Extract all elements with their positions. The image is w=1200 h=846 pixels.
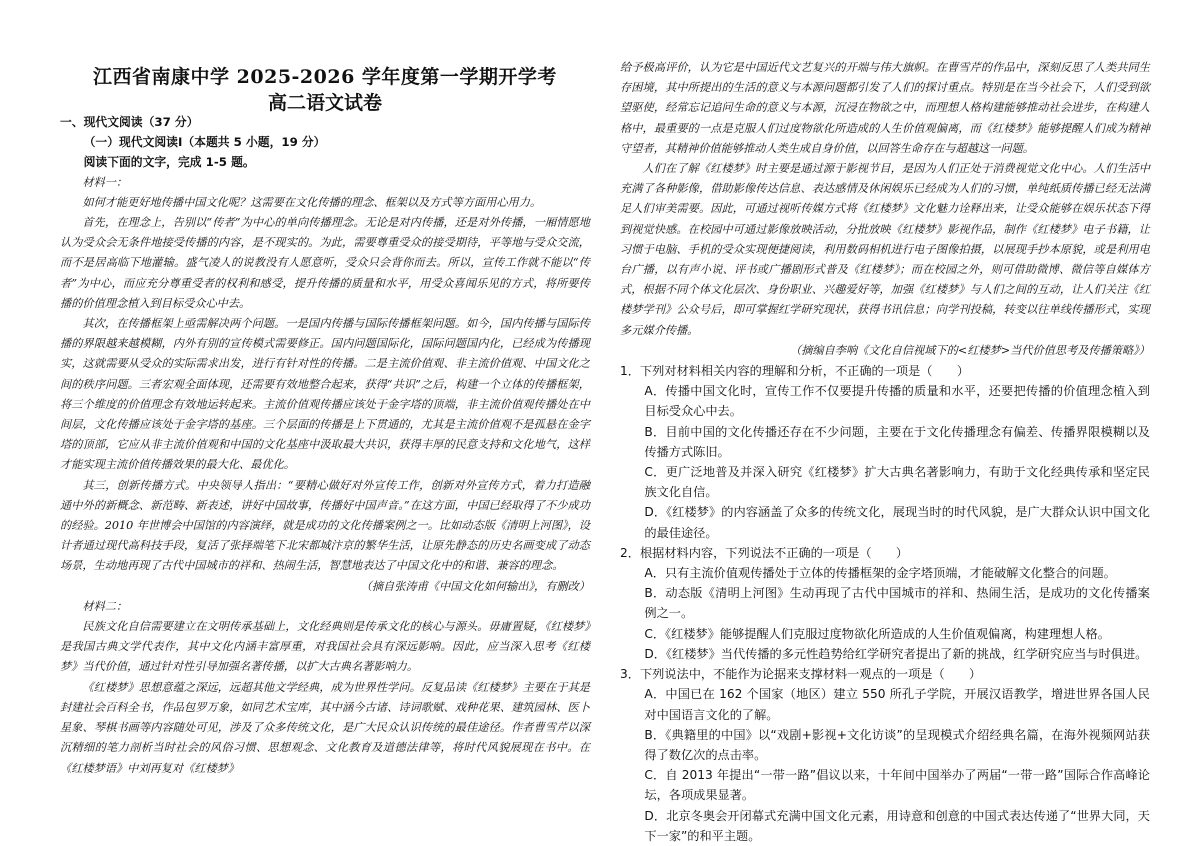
answer-option-d: D．《红楼梦》当代传播的多元性趋势给红学研究者提出了新的挑战，红学研究应当与时俱进。 [644,646,1148,661]
material1-paragraph: 其三，创新传播方式。中央领导人指出：“要精心做好对外宣传工作，创新对外宣传方式，着力打造融通中外的新概念、新范畴、新表述，讲好中国故事，传播好中国声音。”在这方面，中国已经取得了不少成功的经验。2010 年世博会中国馆的内容演绎，就是成功的文化传播案例之一。比如动态版《清明上河图》，设计者通过现代高科技手段，复活了张择端笔下北宋都城汴京的繁华生活，让原先静态的历史名画变成了动态场景，生动地再现了古代中国城市的祥和、热闹生活，智慧地表达了中国文化中的和谐、兼容的理念。 [60,478,590,573]
section-heading: 一、现代文阅读（37 分） [60,115,199,129]
answer-option-a: A．只有主流价值观传播处于立体的传播框架的金字塔顶端，才能破解文化整合的问题。 [644,566,1116,581]
material2-paragraph: 给予极高评价，认为它是中国近代文艺复兴的开端与伟大旗帜。在曹雪芹的作品中，深刻反思了人类共同生存困境，其中所提出的生活的意义与本源问题都引发了人们的探讨重点。特别是在当今社会下，人们受到欲望驱使，经常忘记追问生命的意义与本源，沉浸在物欲之中，而理想人格构建能够推动社会进步，在构建人格中，最重要的一点是克服人们过度物欲化所造成的人生价值观偏离，而《红楼梦》能够提醒人们成为精神守望者，其精神价值能够推动人类生成自身价值，以回答生命存在与超越这一问题。 [620,61,1150,155]
material1-paragraph: 首先，在理念上，告别以“传者”为中心的单向传播理念。无论是对内传播，还是对外传播，一厢情愿地认为受众会无条件地接受传播的内容，是不现实的。为此，需要尊重受众的接受期待，平等地与受众交流，而不是居高临下地灌输。盛气凌人的说教没有人愿意听，受众只会背你而去。所以，宣传工作就不能以“传者”为中心，而应充分尊重受者的权利和感受，提升传播的质量和水平，用受众喜闻乐见的方式，将所要传播的价值理念植入到目标受众心中去。 [60,216,590,310]
question-stem: 3．下列说法中，不能作为论据来支撑材料一观点的一项是（ ） [620,667,982,682]
material1-paragraph: 其次，在传播框架上亟需解决两个问题。一是国内传播与国际传播框架问题。如今，国内传播与国际传播的界限越来越模糊，内外有别的宣传模式需要修正。国内问题国际化，国际问题国内化，已经成为传播现实，这就需要从受众的实际需求出发，进行有针对性的传播。二是主流价值观、非主流价值观、中国文化之间的秩序问题。三者宏观全面体现，还需要有效地整合起来，获得“共识”之后，构建一个立体的传播框架，将三个维度的价值理念有效地运转起来。主流价值观传播应该处于金字塔的顶端，非主流价值观传播处在中间层，文化传播应该处于金字塔的基座。三个层面的传播是上下贯通的，尤其是主流价值观不是孤悬在金字塔的顶部，它应从非主流价值观和中国的文化基座中汲取最大共识，获得丰厚的民意支持和文化地气，这样才能实现主流价值传播效果的最大化、最优化。 [60,317,590,472]
reading-instruction: 阅读下面的文字，完成 1-5 题。 [83,155,255,170]
answer-option-c: C．《红楼梦》能够提醒人们克服过度物欲化所造成的人生价值观偏离，构建理想人格。 [644,626,1110,641]
right-body [620,58,1150,846]
material1-source: （摘自张涛甫《中国文化如何输出》，有删改） [360,579,590,593]
answer-option-b: B．目前中国的文化传播还存在不少问题，主要在于文化传播理念有偏差、传播界限模糊以及传播方式陈旧。 [644,424,1150,459]
exam-title-line1: 江西省南康中学 2025-2026 学年度第一学期开学考 [93,66,557,88]
answer-option-d: D．北京冬奥会开闭幕式充满中国文化元素，用诗意和创意的中国式表达传递了“世界大同，天下一家”的和平主题。 [644,808,1150,843]
material2-paragraph: 民族文化自信需要建立在文明传承基础上，文化经典则是传承文化的核心与源头。毋庸置疑，《红楼梦》是我国古典文学代表作，其中文化内涵丰富厚重，对我国社会具有深远影响。因此，应当深入思考《红楼梦》当代价值，通过针对性引导加强名著传播，以扩大古典名著影响力。 [60,620,590,674]
material1-label: 材料一： [82,175,128,189]
answer-option-a: A．传播中国文化时，宣传工作不仅要提升传播的质量和水平，还要把传播的价值理念植入到目标受众心中去。 [644,384,1150,419]
answer-option-b: B．动态版《清明上河图》生动再现了古代中国城市的祥和、热闹生活，是成功的文化传播案例之一。 [644,586,1150,621]
answer-option-c: C．自 2013 年提出“一带一路”倡议以来，十年间中国举办了两届“一带一路”国际合作高峰论坛，各项成果显著。 [644,768,1150,803]
material2-paragraph: 人们在了解《红楼梦》时主要是通过源于影视节目，是因为人们正处于消费视觉文化中心。人们生活中充满了各种影像，借助影像传达信息、表达感情及休闲娱乐已经成为人们的习惯，单纯纸质传播已经无法满足人们审美需要。因此，可通过视听传媒方式将《红楼梦》文化魅力诠释出来，让受众能够在娱乐状态下得到视觉快感。在校园中可通过影像放映活动，分批放映《红楼梦》影视作品，制作《红楼梦》电子书籍，让习惯于电脑、手机的受众实现便捷阅读，利用数码相机进行电子图像拍摄，以展现手抄本原貌，或是利用电台广播，以有声小说、评书或广播剧形式普及《红楼梦》；而在校园之外，则可借助微博、微信等自媒体方式，根据不同个体文化层次、身份职业、兴趣爱好等，加强《红楼梦》与人们之间的互动，让人们关注《红楼梦学刊》公众号后，即可掌握红学研究现状，获得书讯信息；向学刊投稿，转变以往单线传播形式，实现多元媒介传播。 [620,162,1150,337]
material2-source: （摘编自李响《文化自信视域下的<红楼梦>当代价值思考及传播策略》） [790,343,1150,357]
left-body [60,112,590,779]
subsection-heading: （一）现代文阅读Ⅰ（本题共 5 小题，19 分） [83,135,326,150]
answer-option-b: B．《典籍里的中国》以“戏剧+影视+文化访谈”的呈现模式介绍经典名篇，在海外视频网站获得了数亿次的点击率。 [644,727,1150,762]
question-3 [620,664,1150,846]
material2-paragraph: 《红楼梦》思想意蕴之深远，远超其他文学经典，成为世界性学问。反复品读《红楼梦》主要在于其是封建社会百科全书，作品包罗万象，如同艺术宝库，其中涵今古诸、诗词歌赋、戏种花果、建筑园林、医卜星象、琴棋书画等内容随处可见，涉及了众多传统文化，是广大民众认识传统的最佳途径。作者曹雪芹以深沉精细的笔力剖析当时社会的风俗习惯、思想观念、文化教育及道德法律等，将时代风貌展现在书中。在《红楼梦语》中刘再复对《红楼梦》 [60,680,590,775]
exam-title-line2: 高二语文试卷 [267,92,382,114]
material2-label: 材料二： [82,599,128,613]
answer-option-a: A．中国已在 162 个国家（地区）建立 550 所孔子学院，开展汉语教学，增进世界各国人民对中国语言文化的了解。 [644,687,1150,722]
question-1 [620,361,1150,543]
question-stem: 1．下列对材料相关内容的理解和分析，不正确的一项是（ ） [620,364,970,379]
question-2 [620,543,1150,664]
material1-paragraph: 如何才能更好地传播中国文化呢？这需要在文化传播的理念、框架以及方式等方面用心用力。 [82,195,542,209]
answer-option-c: C．更广泛地普及并深入研究《红楼梦》扩大古典名著影响力，有助于文化经典传承和坚定民族文化自信。 [644,465,1150,500]
answer-option-d: D．《红楼梦》的内容涵盖了众多的传统文化，展现当时的时代风貌，是广大群众认识中国文化的最佳途径。 [644,505,1150,540]
question-stem: 2．根据材料内容，下列说法不正确的一项是（ ） [620,545,909,560]
